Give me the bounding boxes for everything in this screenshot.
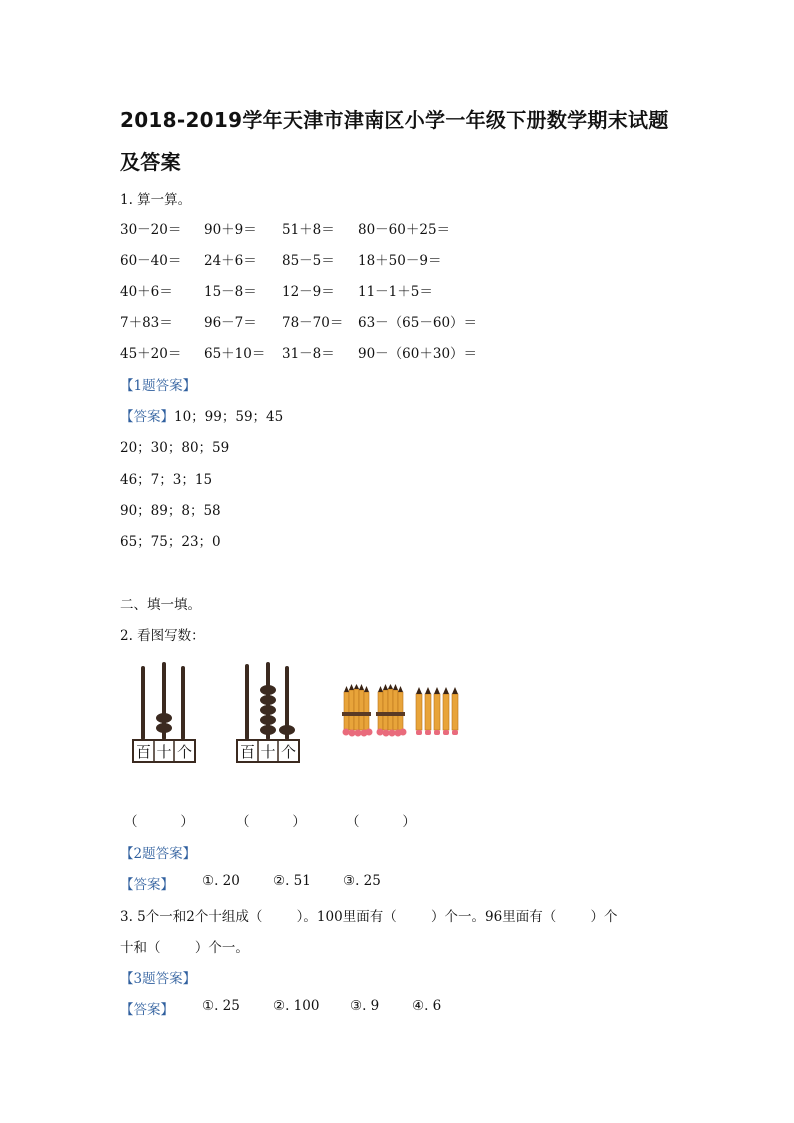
arithmetic-problem: 12－9＝ — [282, 284, 335, 300]
arithmetic-problem: 11－1＋5＝ — [358, 284, 433, 300]
answer-values: 10；99；59；45 — [174, 409, 284, 425]
abacus-label-hundreds: 百 — [135, 743, 152, 761]
arithmetic-problem: 90＋9＝ — [204, 222, 257, 238]
abacus-label-hundreds: 百 — [239, 743, 256, 761]
arithmetic-problem: 65＋10＝ — [204, 346, 266, 362]
q2-answer-tag: 【2题答案】 — [120, 846, 197, 862]
arithmetic-problem: 30－20＝ — [120, 222, 182, 238]
arithmetic-problem: 78－70＝ — [282, 315, 344, 331]
section-2-heading: 二、填一填。 — [120, 597, 201, 613]
q1-answer-line: 46；7；3；15 — [120, 472, 213, 488]
question-1-heading: 1. 算一算。 — [120, 192, 192, 208]
answer-label: 【答案】 — [120, 1002, 174, 1018]
arithmetic-problem: 96－7＝ — [204, 315, 257, 331]
question-2-heading: 2. 看图写数： — [120, 628, 205, 644]
arithmetic-problem: 85－5＝ — [282, 253, 335, 269]
arithmetic-problem: 45＋20＝ — [120, 346, 182, 362]
abacus-figure-2 — [232, 660, 304, 766]
q3-answer-2: ②. 100 — [273, 998, 320, 1014]
arithmetic-problem: 24＋6＝ — [204, 253, 257, 269]
abacus-label-tens: 十 — [260, 743, 276, 761]
arithmetic-problem: 90－（60＋30）＝ — [358, 346, 478, 362]
abacus-label-tens: 十 — [156, 743, 172, 761]
q1-answer-line: 90；89；8；58 — [120, 503, 221, 519]
page-title-continued: 及答案 — [120, 150, 181, 174]
answer-blank-2: （ ） — [236, 814, 306, 830]
abacus-label-ones: 个 — [176, 743, 193, 761]
answer-label: 【答案】 — [120, 409, 174, 425]
q3-answer-tag: 【3题答案】 — [120, 971, 197, 987]
answer-label: 【答案】 — [120, 877, 174, 893]
pencil-bundle — [376, 684, 407, 737]
q1-answer-line: 65；75；23；0 — [120, 534, 221, 550]
answer-blank-3: （ ） — [346, 814, 416, 830]
question-3-line-2: 十和（ ）个一。 — [120, 940, 249, 956]
arithmetic-problem: 80－60＋25＝ — [358, 222, 451, 238]
arithmetic-problem: 15－8＝ — [204, 284, 257, 300]
q2-answer-2: ②. 51 — [273, 873, 311, 889]
answer-blank-1: （ ） — [124, 814, 194, 830]
abacus-label-ones: 个 — [280, 743, 297, 761]
q2-answer-3: ③. 25 — [343, 873, 381, 889]
q2-answer-1: ①. 20 — [202, 873, 240, 889]
pencil-bundle — [342, 684, 373, 737]
arithmetic-problem: 63－（65－60）＝ — [358, 315, 478, 331]
single-pencils — [416, 687, 458, 735]
arithmetic-problem: 60－40＝ — [120, 253, 182, 269]
arithmetic-problem: 31－8＝ — [282, 346, 335, 362]
page-title: 2018-2019学年天津市津南区小学一年级下册数学期末试题 — [120, 108, 669, 132]
q1-answer-tag: 【1题答案】 — [120, 378, 197, 394]
arithmetic-problem: 7＋83＝ — [120, 315, 173, 331]
q1-answer-line — [120, 405, 283, 425]
arithmetic-problem: 18＋50－9＝ — [358, 253, 442, 269]
arithmetic-problem: 40＋6＝ — [120, 284, 173, 300]
q1-answer-line: 20；30；80；59 — [120, 440, 230, 456]
abacus-figure-1 — [128, 660, 200, 766]
question-3-line-1: 3. 5个一和2个十组成（ ）。100里面有（ ）个一。96里面有（ ）个 — [120, 909, 618, 925]
q3-answer-4: ④. 6 — [412, 998, 442, 1014]
q3-answer-3: ③. 9 — [350, 998, 380, 1014]
arithmetic-problem: 51＋8＝ — [282, 222, 335, 238]
pencil-bundles-figure — [340, 684, 465, 742]
q3-answer-1: ①. 25 — [202, 998, 240, 1014]
